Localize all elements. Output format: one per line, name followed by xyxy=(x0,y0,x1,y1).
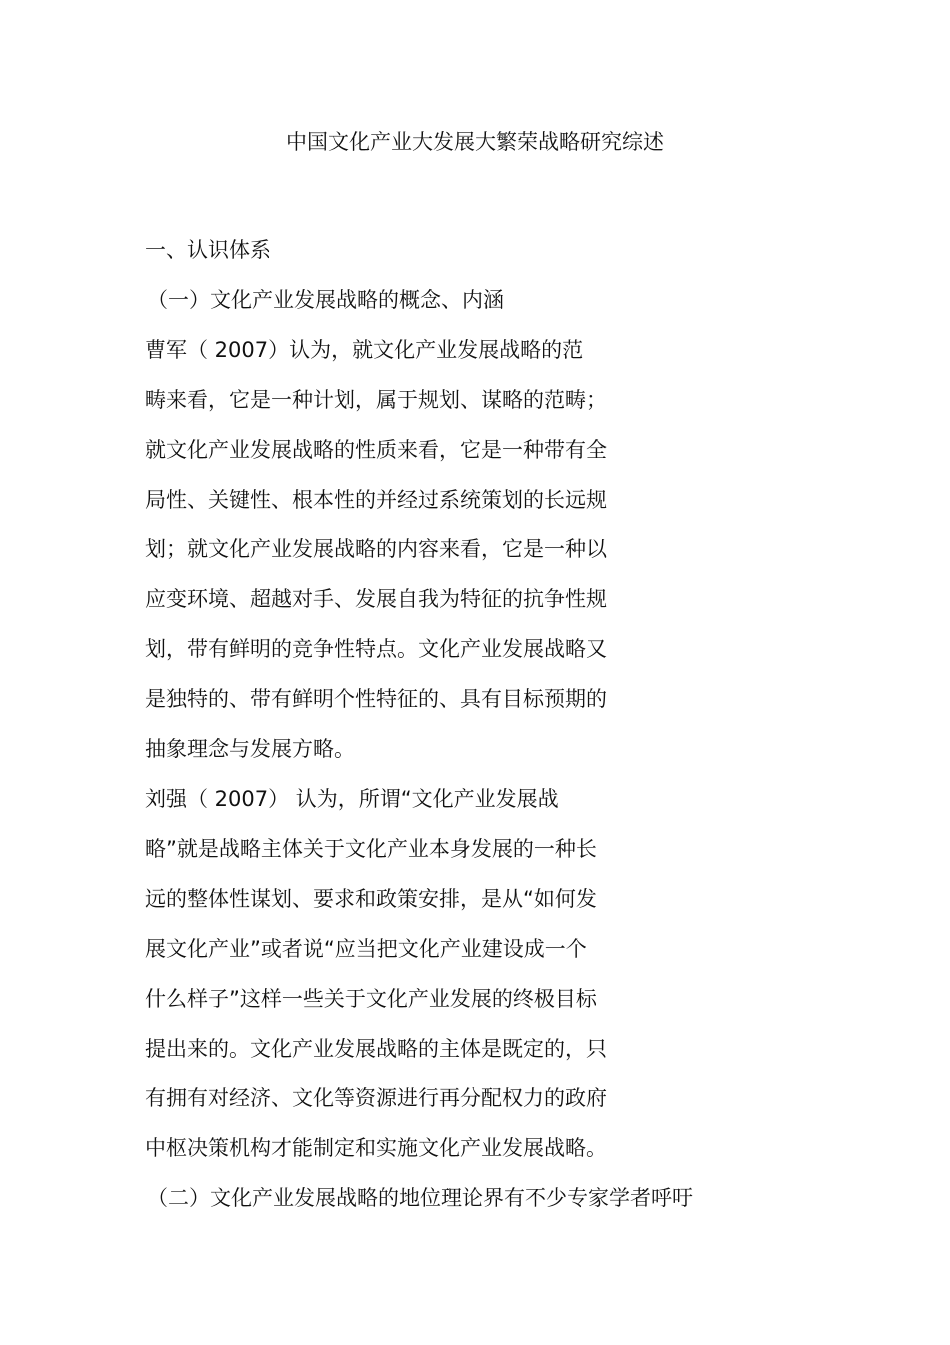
subsection-heading-1: （一）文化产业发展战略的概念、内涵 xyxy=(147,287,504,312)
paragraph-line: 是独特的、带有鲜明个性特征的、具有目标预期的 xyxy=(145,687,607,712)
paragraph-line: 提出来的。文化产业发展战略的主体是既定的，只 xyxy=(145,1036,607,1061)
paragraph-line: 有拥有对经济、文化等资源进行再分配权力的政府 xyxy=(145,1086,607,1111)
document-body xyxy=(145,226,865,1224)
paragraph-line: 中枢决策机构才能制定和实施文化产业发展战略。 xyxy=(145,1136,607,1161)
paragraph-line: 略”就是战略主体关于文化产业本身发展的一种长 xyxy=(145,836,597,861)
subsection-heading-2: （二）文化产业发展战略的地位理论界有不少专家学者呼吁 xyxy=(147,1186,693,1211)
paragraph-line: 划；就文化产业发展战略的内容来看，它是一种以 xyxy=(145,537,607,562)
paragraph-line: 远的整体性谋划、要求和政策安排，是从“如何发 xyxy=(145,886,597,911)
paragraph-line: 曹军（ 2007）认为，就文化产业发展战略的范 xyxy=(145,337,584,362)
paragraph-line: 什么样子”这样一些关于文化产业发展的终极目标 xyxy=(145,986,597,1011)
document-title: 中国文化产业大发展大繁荣战略研究综述 xyxy=(286,130,664,154)
section-heading-1: 一、认识体系 xyxy=(145,238,271,262)
paragraph-line: 局性、关键性、根本性的并经过系统策划的长远规 xyxy=(145,487,607,512)
paragraph-line: 抽象理念与发展方略。 xyxy=(145,737,355,762)
paragraph-line: 刘强（ 2007） 认为，所谓“文化产业发展战 xyxy=(145,786,559,811)
paragraph-line: 畴来看，它是一种计划，属于规划、谋略的范畴； xyxy=(145,387,607,412)
paragraph-line: 展文化产业”或者说“应当把文化产业建设成一个 xyxy=(145,936,587,961)
paragraph-line: 就文化产业发展战略的性质来看，它是一种带有全 xyxy=(145,437,607,462)
paragraph-line: 划，带有鲜明的竞争性特点。文化产业发展战略又 xyxy=(145,637,607,662)
paragraph-line: 应变环境、超越对手、发展自我为特征的抗争性规 xyxy=(145,587,607,612)
